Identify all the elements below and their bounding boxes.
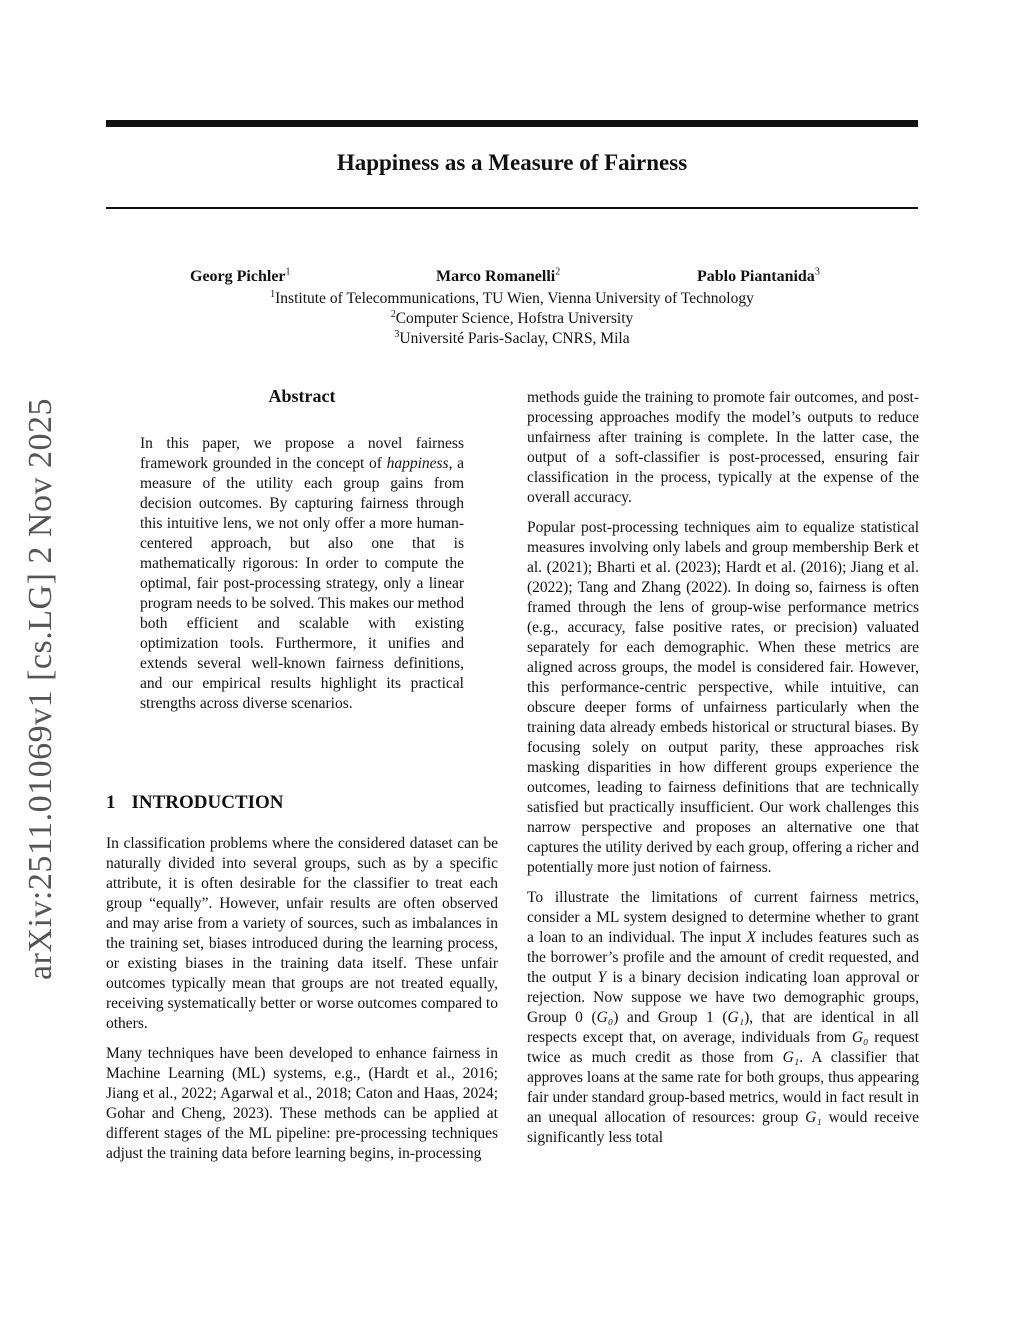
affiliation: $^1$Institute of Telecommunications, TU Wien, Vienna University of Technology [270,288,754,307]
author: Pablo Piantanida$^3$ [697,266,820,285]
abstract-body [140,434,464,724]
paper-title: Happiness as a Measure of Fairness [336,150,688,175]
affiliation: $^3$Université Paris-Saclay, CNRS, Mila [394,328,630,347]
title-rule-bottom [106,207,918,209]
abstract-paragraph: In this paper, we propose a novel fairness framework grounded in the concept of happiness, a measure of the utility each group gains from decision outcomes. By capturing fairness through this intuitive lens, we not only offer a more human-centered approach, but also one that is mathematically rigorous: In order to compute the optimal, fair post-processing strategy, only a linear program needs to be solved. This makes our method both efficient and scalable with existing optimization tools. Furthermore, it unifies and extends several well-known fairness definitions, and our empirical results highlight its practical strengths across diverse scenarios. [140,435,464,712]
paragraph: To illustrate the limitations of current fairness metrics, consider a ML system designed to determine whether to grant a loan to an individual. The input X includes features such as the borrower’s profile and the amount of credit requested, and the output Y is a binary decision indicating loan approval or rejection. Now suppose we have two demographic groups, Group 0 (G₀) and Group 1 (G₁), that are identical in all respects except that, on average, individuals from G₀ request twice as much credit as those from G₁. A classifier that approves loans at the same rate for both groups, thus appearing fair under standard group-based metrics, would in fact result in an unequal allocation of resources: group G₁ would receive significantly less total [527,889,920,1146]
left-column-body [106,834,498,1174]
section-heading: 1 INTRODUCTION [106,792,284,813]
paragraph: methods guide the training to promote fair outcomes, and post-processing approaches modify the model’s outputs to reduce unfairness after training is complete. In the latter case, the output of a soft-classifier is post-processed, ensuring fair classification in the process, typically at the expense of the overall accuracy. [527,389,919,506]
abstract-heading: Abstract [268,386,336,406]
author: Marco Romanelli$^2$ [436,266,561,285]
right-column-body [527,388,919,1158]
paragraph: Many techniques have been developed to enhance fairness in Machine Learning (ML) systems, e.g., (Hardt et al., 2016; Jiang et al., 2022; Agarwal et al., 2018; Caton and Haas, 2024; Gohar and Cheng, 2023). These methods can be applied at different stages of the ML pipeline: pre-processing techniques adjust the training data before learning begins, in-processing [106,1045,498,1162]
author-list [160,268,880,290]
affiliation: $^2$Computer Science, Hofstra University [390,308,634,327]
arxiv-identifier[interactable]: arXiv:2511.01069v1 [cs.LG] 2 Nov 2025 [22,398,59,980]
paragraph: In classification problems where the considered dataset can be naturally divided into several groups, such as by a specific attribute, it is often desirable for the classifier to treat each group “equally”. However, unfair results are often observed and may arise from a variety of sources, such as imbalances in the training set, biases introduced during the learning process, or existing biases in the training data itself. These unfair outcomes typically mean that groups are not treated equally, receiving systematically better or worse outcomes compared to others. [106,835,498,1032]
title-rule-top [106,120,918,127]
author: Georg Pichler$^1$ [190,266,291,285]
paragraph: Popular post-processing techniques aim to equalize statistical measures involving only labels and group membership Berk et al. (2021); Bharti et al. (2023); Hardt et al. (2016); Jiang et al. (2022); Tang and Zhang (2022). In doing so, fairness is often framed through the lens of group-wise performance metrics (e.g., accuracy, false positive rates, or precision) valuated separately for each demographic. When these metrics are aligned across groups, the model is considered fair. However, this performance-centric perspective, while intuitive, can obscure deeper forms of unfairness particularly when the training data already embeds historical or structural biases. By focusing solely on output parity, these approaches risk masking disparities in how different groups experience the outcomes, leading to fairness definitions that are technically satisfied but practically insufficient. Our work challenges this narrow perspective and proposes an alternative one that captures the utility derived by each group, offering a richer and potentially more just notion of fairness. [527,519,919,876]
